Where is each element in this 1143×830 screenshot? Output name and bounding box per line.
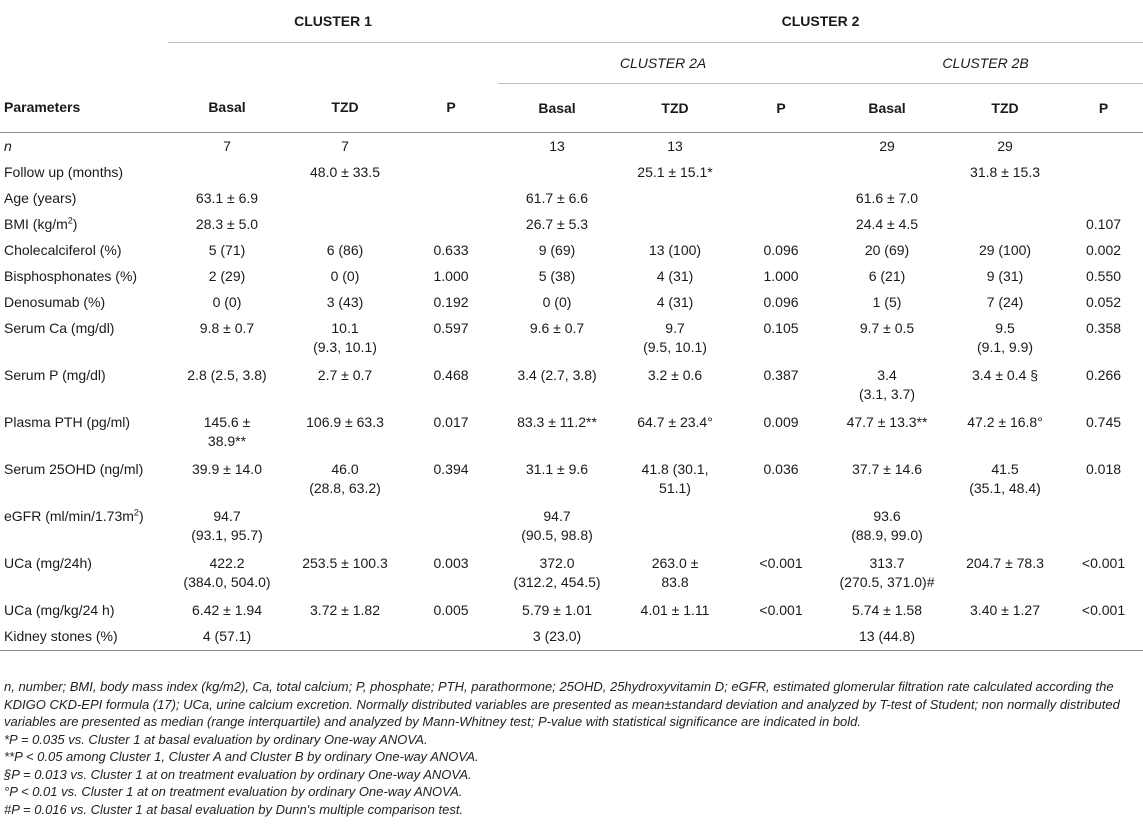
row-label: Serum Ca (mg/dl) bbox=[4, 320, 115, 336]
footnote-3: §P = 0.013 vs. Cluster 1 at on treatment evaluation by ordinary One-way ANOVA. bbox=[4, 766, 472, 782]
row-label: Follow up (months) bbox=[4, 164, 124, 180]
table-cell: 7 (24) bbox=[986, 294, 1024, 310]
table-cell: 13 bbox=[549, 138, 565, 154]
col-p-1: P bbox=[404, 84, 498, 133]
table-cell: 0.192 bbox=[433, 294, 469, 310]
table-cell bbox=[404, 133, 498, 160]
table-cell: 37.7 ± 14.6 bbox=[852, 461, 922, 477]
row-label: Denosumab (%) bbox=[4, 294, 106, 310]
table-cell: 253.5 ± 100.3 bbox=[302, 555, 388, 571]
table-cell bbox=[616, 503, 734, 550]
table-cell: 94.7 (93.1, 95.7) bbox=[191, 508, 263, 543]
table-cell: 0.005 bbox=[433, 602, 469, 618]
table-cell: 7 bbox=[341, 138, 349, 154]
table-cell: 2 (29) bbox=[208, 268, 246, 284]
table-cell: 3.40 ± 1.27 bbox=[970, 602, 1040, 618]
row-label: Plasma PTH (pg/ml) bbox=[4, 414, 131, 430]
table-cell: 5 (38) bbox=[538, 268, 576, 284]
table-cell: 47.2 ± 16.8° bbox=[967, 414, 1043, 430]
table-cell: 94.7 (90.5, 98.8) bbox=[521, 508, 593, 543]
row-label: Serum 25OHD (ng/ml) bbox=[4, 461, 144, 477]
table-cell: 2.8 (2.5, 3.8) bbox=[187, 367, 267, 383]
table-cell: 13 (100) bbox=[648, 242, 702, 258]
row-label: eGFR $(ml/\min/1.73m^2)$ bbox=[4, 507, 144, 524]
table-cell: 46.0 (28.8, 63.2) bbox=[309, 461, 381, 496]
table-cell: 9 (31) bbox=[986, 268, 1024, 284]
table-row bbox=[0, 550, 1143, 597]
table-cell: 0.009 bbox=[763, 414, 799, 430]
table-cell bbox=[946, 503, 1064, 550]
table-cell bbox=[946, 185, 1064, 211]
table-cell bbox=[734, 211, 828, 237]
table-cell: 0.107 bbox=[1086, 216, 1122, 232]
table-cell: 0.394 bbox=[433, 461, 469, 477]
table-cell: 0.036 bbox=[763, 461, 799, 477]
row-label: UCa (mg/kg/24 h) bbox=[4, 602, 115, 618]
table-cell: 10.1 (9.3, 10.1) bbox=[313, 320, 377, 355]
table-cell: 5.79 ± 1.01 bbox=[522, 602, 592, 618]
table-cell: 25.1 ± 15.1* bbox=[637, 164, 713, 180]
table-cell bbox=[616, 185, 734, 211]
table-cell bbox=[616, 623, 734, 651]
table-cell: 422.2 (384.0, 504.0) bbox=[183, 555, 271, 590]
table-cell: 41.8 (30.1, 51.1) bbox=[641, 461, 709, 496]
table-cell: 29 bbox=[997, 138, 1013, 154]
table-row bbox=[0, 456, 1143, 503]
table-cell: 0.018 bbox=[1086, 461, 1122, 477]
table-cell bbox=[734, 623, 828, 651]
table-row bbox=[0, 623, 1143, 651]
table-cell: 0.358 bbox=[1086, 320, 1122, 336]
table-cell bbox=[734, 133, 828, 160]
table-cell bbox=[734, 503, 828, 550]
table-cell: 3.4 ± 0.4 § bbox=[971, 367, 1039, 383]
table-cell: 29 bbox=[879, 138, 895, 154]
table-row bbox=[0, 409, 1143, 456]
table-row bbox=[0, 185, 1143, 211]
col-basal-1: Basal bbox=[168, 84, 286, 133]
table-cell bbox=[1064, 185, 1143, 211]
table-cell bbox=[1064, 133, 1143, 160]
table-cell bbox=[734, 159, 828, 185]
table-cell: 31.1 ± 9.6 bbox=[525, 461, 589, 477]
table-cell: 1.000 bbox=[763, 268, 799, 284]
table-cell bbox=[616, 211, 734, 237]
table-cell: 29 (100) bbox=[978, 242, 1032, 258]
table-cell: 3.4 (3.1, 3.7) bbox=[859, 367, 916, 402]
table-cell: 4 (57.1) bbox=[168, 623, 286, 651]
table-cell: 9.7 (9.5, 10.1) bbox=[643, 320, 707, 355]
table-row bbox=[0, 133, 1143, 160]
row-label: BMI $(kg/m^2)$ bbox=[4, 215, 78, 232]
table-cell bbox=[404, 503, 498, 550]
table-cell: 0.468 bbox=[433, 367, 469, 383]
table-cell: 5.74 ± 1.58 bbox=[852, 602, 922, 618]
table-cell: 0.387 bbox=[763, 367, 799, 383]
table-cell: 13 (44.8) bbox=[828, 623, 946, 651]
parameters-header: Parameters bbox=[0, 84, 168, 133]
table-cell: 0.003 bbox=[433, 555, 469, 571]
table-cell bbox=[404, 623, 498, 651]
table-cell: 4.01 ± 1.11 bbox=[640, 602, 710, 618]
cluster2b-header: CLUSTER 2B bbox=[828, 43, 1143, 84]
table-cell: 372.0 (312.2, 454.5) bbox=[513, 555, 601, 590]
table-cell bbox=[1064, 503, 1143, 550]
row-label: Bisphosphonates (%) bbox=[4, 268, 138, 284]
table-cell bbox=[1064, 623, 1143, 651]
table-cell: 204.7 ± 78.3 bbox=[966, 555, 1044, 571]
table-cell: 41.5 (35.1, 48.4) bbox=[969, 461, 1041, 496]
table-cell bbox=[734, 185, 828, 211]
table-cell: <0.001 bbox=[759, 555, 803, 571]
table-cell bbox=[286, 211, 404, 237]
table-row bbox=[0, 289, 1143, 315]
table-cell: 0.002 bbox=[1086, 242, 1122, 258]
table-cell: 9.8 ± 0.7 bbox=[199, 320, 255, 336]
table-cell: 26.7 ± 5.3 bbox=[525, 216, 589, 232]
table-row bbox=[0, 159, 1143, 185]
table-cell: 9 (69) bbox=[538, 242, 576, 258]
table-cell bbox=[286, 623, 404, 651]
table-cell: 0.017 bbox=[433, 414, 469, 430]
table-row bbox=[0, 315, 1143, 362]
table-cell: 61.7 ± 6.6 bbox=[525, 190, 589, 206]
table-cell: 64.7 ± 23.4° bbox=[637, 414, 713, 430]
table-cell bbox=[828, 159, 946, 185]
cluster1-header: CLUSTER 1 bbox=[168, 0, 498, 43]
table-cell: 3.72 ± 1.82 bbox=[310, 602, 380, 618]
table-cell: 0.266 bbox=[1086, 367, 1122, 383]
col-tzd-1: TZD bbox=[286, 84, 404, 133]
table-cell: <0.001 bbox=[759, 602, 803, 618]
footnote-abbreviations: n, number; BMI, body mass index (kg/m2), Ca, total calcium; P, phosphate; PTH, parathormone; 25OHD, 25hydroxyvitamin D; eGFR, estimated glomerular filtration rate calculated according the KDIGO CKD-EPI formula (17); UCa, urine calcium excretion. Normally distributed variables are presented as mean±standard deviation and analyzed by T-test of Student; non normally distributed variables are presented as median (range interquartile) and analyzed by Mann-Whitney test; P-value with statistical significance are indicated in bold. bbox=[4, 679, 1120, 729]
table-row bbox=[0, 597, 1143, 623]
table-row bbox=[0, 211, 1143, 237]
table-cell: 9.5 (9.1, 9.9) bbox=[977, 320, 1034, 355]
table-cell: 20 (69) bbox=[864, 242, 910, 258]
table-cell: 13 bbox=[667, 138, 683, 154]
table-cell: 0.633 bbox=[433, 242, 469, 258]
table-cell: 0.096 bbox=[763, 242, 799, 258]
footnote-1: *P = 0.035 vs. Cluster 1 at basal evaluation by ordinary One-way ANOVA. bbox=[4, 731, 428, 747]
row-label: Serum P (mg/dl) bbox=[4, 367, 106, 383]
row-label: UCa (mg/24h) bbox=[4, 555, 92, 571]
table-cell: <0.001 bbox=[1081, 555, 1126, 571]
table-cell: 1.000 bbox=[433, 268, 469, 284]
table-cell: 0.745 bbox=[1086, 414, 1122, 430]
table-cell: 0.096 bbox=[763, 294, 799, 310]
table-cell: 3.4 (2.7, 3.8) bbox=[517, 367, 597, 383]
col-tzd-2b: TZD bbox=[946, 84, 1064, 133]
table-cell: 3.2 ± 0.6 bbox=[647, 367, 703, 383]
row-label: Age (years) bbox=[4, 190, 77, 206]
table-cell: 6 (86) bbox=[326, 242, 364, 258]
table-cell: 2.7 ± 0.7 bbox=[317, 367, 373, 383]
table-cell: 6 (21) bbox=[868, 268, 906, 284]
table-cell: 6.42 ± 1.94 bbox=[192, 602, 262, 618]
table-cell: 313.7 (270.5, 371.0)# bbox=[839, 555, 935, 590]
col-basal-2b: Basal bbox=[828, 84, 946, 133]
table-cell: 3 (43) bbox=[326, 294, 364, 310]
table-cell: 5 (71) bbox=[208, 242, 246, 258]
table-cell: 1 (5) bbox=[872, 294, 902, 310]
table-cell: 28.3 ± 5.0 bbox=[195, 216, 259, 232]
cluster2a-header: CLUSTER 2A bbox=[498, 43, 828, 84]
table-cell bbox=[286, 185, 404, 211]
table-cell: 263.0 ± 83.8 bbox=[651, 555, 699, 590]
row-label: Kidney stones (%) bbox=[0, 623, 168, 651]
table-cell bbox=[168, 159, 286, 185]
table-cell bbox=[404, 185, 498, 211]
table-cell: 47.7 ± 13.3** bbox=[846, 414, 928, 430]
table-footnotes bbox=[4, 678, 1139, 818]
table-row bbox=[0, 263, 1143, 289]
table-cell: 145.6 ± 38.9** bbox=[203, 414, 251, 449]
table-cell: 63.1 ± 6.9 bbox=[195, 190, 259, 206]
table-cell: 9.6 ± 0.7 bbox=[529, 320, 585, 336]
table-cell bbox=[498, 159, 616, 185]
table-cell: <0.001 bbox=[1081, 602, 1126, 618]
table-cell: 0.550 bbox=[1086, 268, 1122, 284]
cluster2-header: CLUSTER 2 bbox=[498, 0, 1143, 43]
table-row bbox=[0, 503, 1143, 550]
table-cell bbox=[286, 503, 404, 550]
table-cell bbox=[1064, 159, 1143, 185]
table-cell: 3 (23.0) bbox=[498, 623, 616, 651]
table-cell: 0 (0) bbox=[212, 294, 242, 310]
table-cell: 0 (0) bbox=[542, 294, 572, 310]
row-label: Cholecalciferol (%) bbox=[4, 242, 122, 258]
table-cell: 0.052 bbox=[1086, 294, 1122, 310]
footnote-5: #P = 0.016 vs. Cluster 1 at basal evaluation by Dunn's multiple comparison test. bbox=[4, 801, 464, 817]
footnote-4: °P < 0.01 vs. Cluster 1 at on treatment evaluation by ordinary One-way ANOVA. bbox=[4, 784, 463, 799]
col-basal-2a: Basal bbox=[498, 84, 616, 133]
table-cell: 61.6 ± 7.0 bbox=[855, 190, 919, 206]
table-cell bbox=[946, 623, 1064, 651]
table-row bbox=[0, 362, 1143, 409]
table-cell: 0 (0) bbox=[330, 268, 360, 284]
table-cell: 39.9 ± 14.0 bbox=[192, 461, 262, 477]
table-cell bbox=[946, 211, 1064, 237]
table-cell: 0.105 bbox=[763, 320, 799, 336]
table-cell: 93.6 (88.9, 99.0) bbox=[851, 508, 923, 543]
table-cell: 0.597 bbox=[433, 320, 469, 336]
col-tzd-2a: TZD bbox=[616, 84, 734, 133]
table-row bbox=[0, 237, 1143, 263]
table-cell: 48.0 ± 33.5 bbox=[310, 164, 380, 180]
table-cell: 24.4 ± 4.5 bbox=[855, 216, 919, 232]
table-cell: 7 bbox=[223, 138, 231, 154]
footnote-2: **P < 0.05 among Cluster 1, Cluster A and Cluster B by ordinary One-way ANOVA. bbox=[4, 749, 479, 764]
table-cell bbox=[404, 159, 498, 185]
table-cell: 4 (31) bbox=[656, 294, 694, 310]
table-cell: 9.7 ± 0.5 bbox=[859, 320, 915, 336]
col-p-2a: P bbox=[734, 84, 828, 133]
table-cell: 31.8 ± 15.3 bbox=[970, 164, 1040, 180]
col-p-2b: P bbox=[1064, 84, 1143, 133]
table-cell: 83.3 ± 11.2** bbox=[517, 414, 597, 430]
row-label: n bbox=[4, 138, 12, 154]
table-cell: 106.9 ± 63.3 bbox=[306, 414, 384, 430]
table-cell: 4 (31) bbox=[656, 268, 694, 284]
table-cell bbox=[404, 211, 498, 237]
